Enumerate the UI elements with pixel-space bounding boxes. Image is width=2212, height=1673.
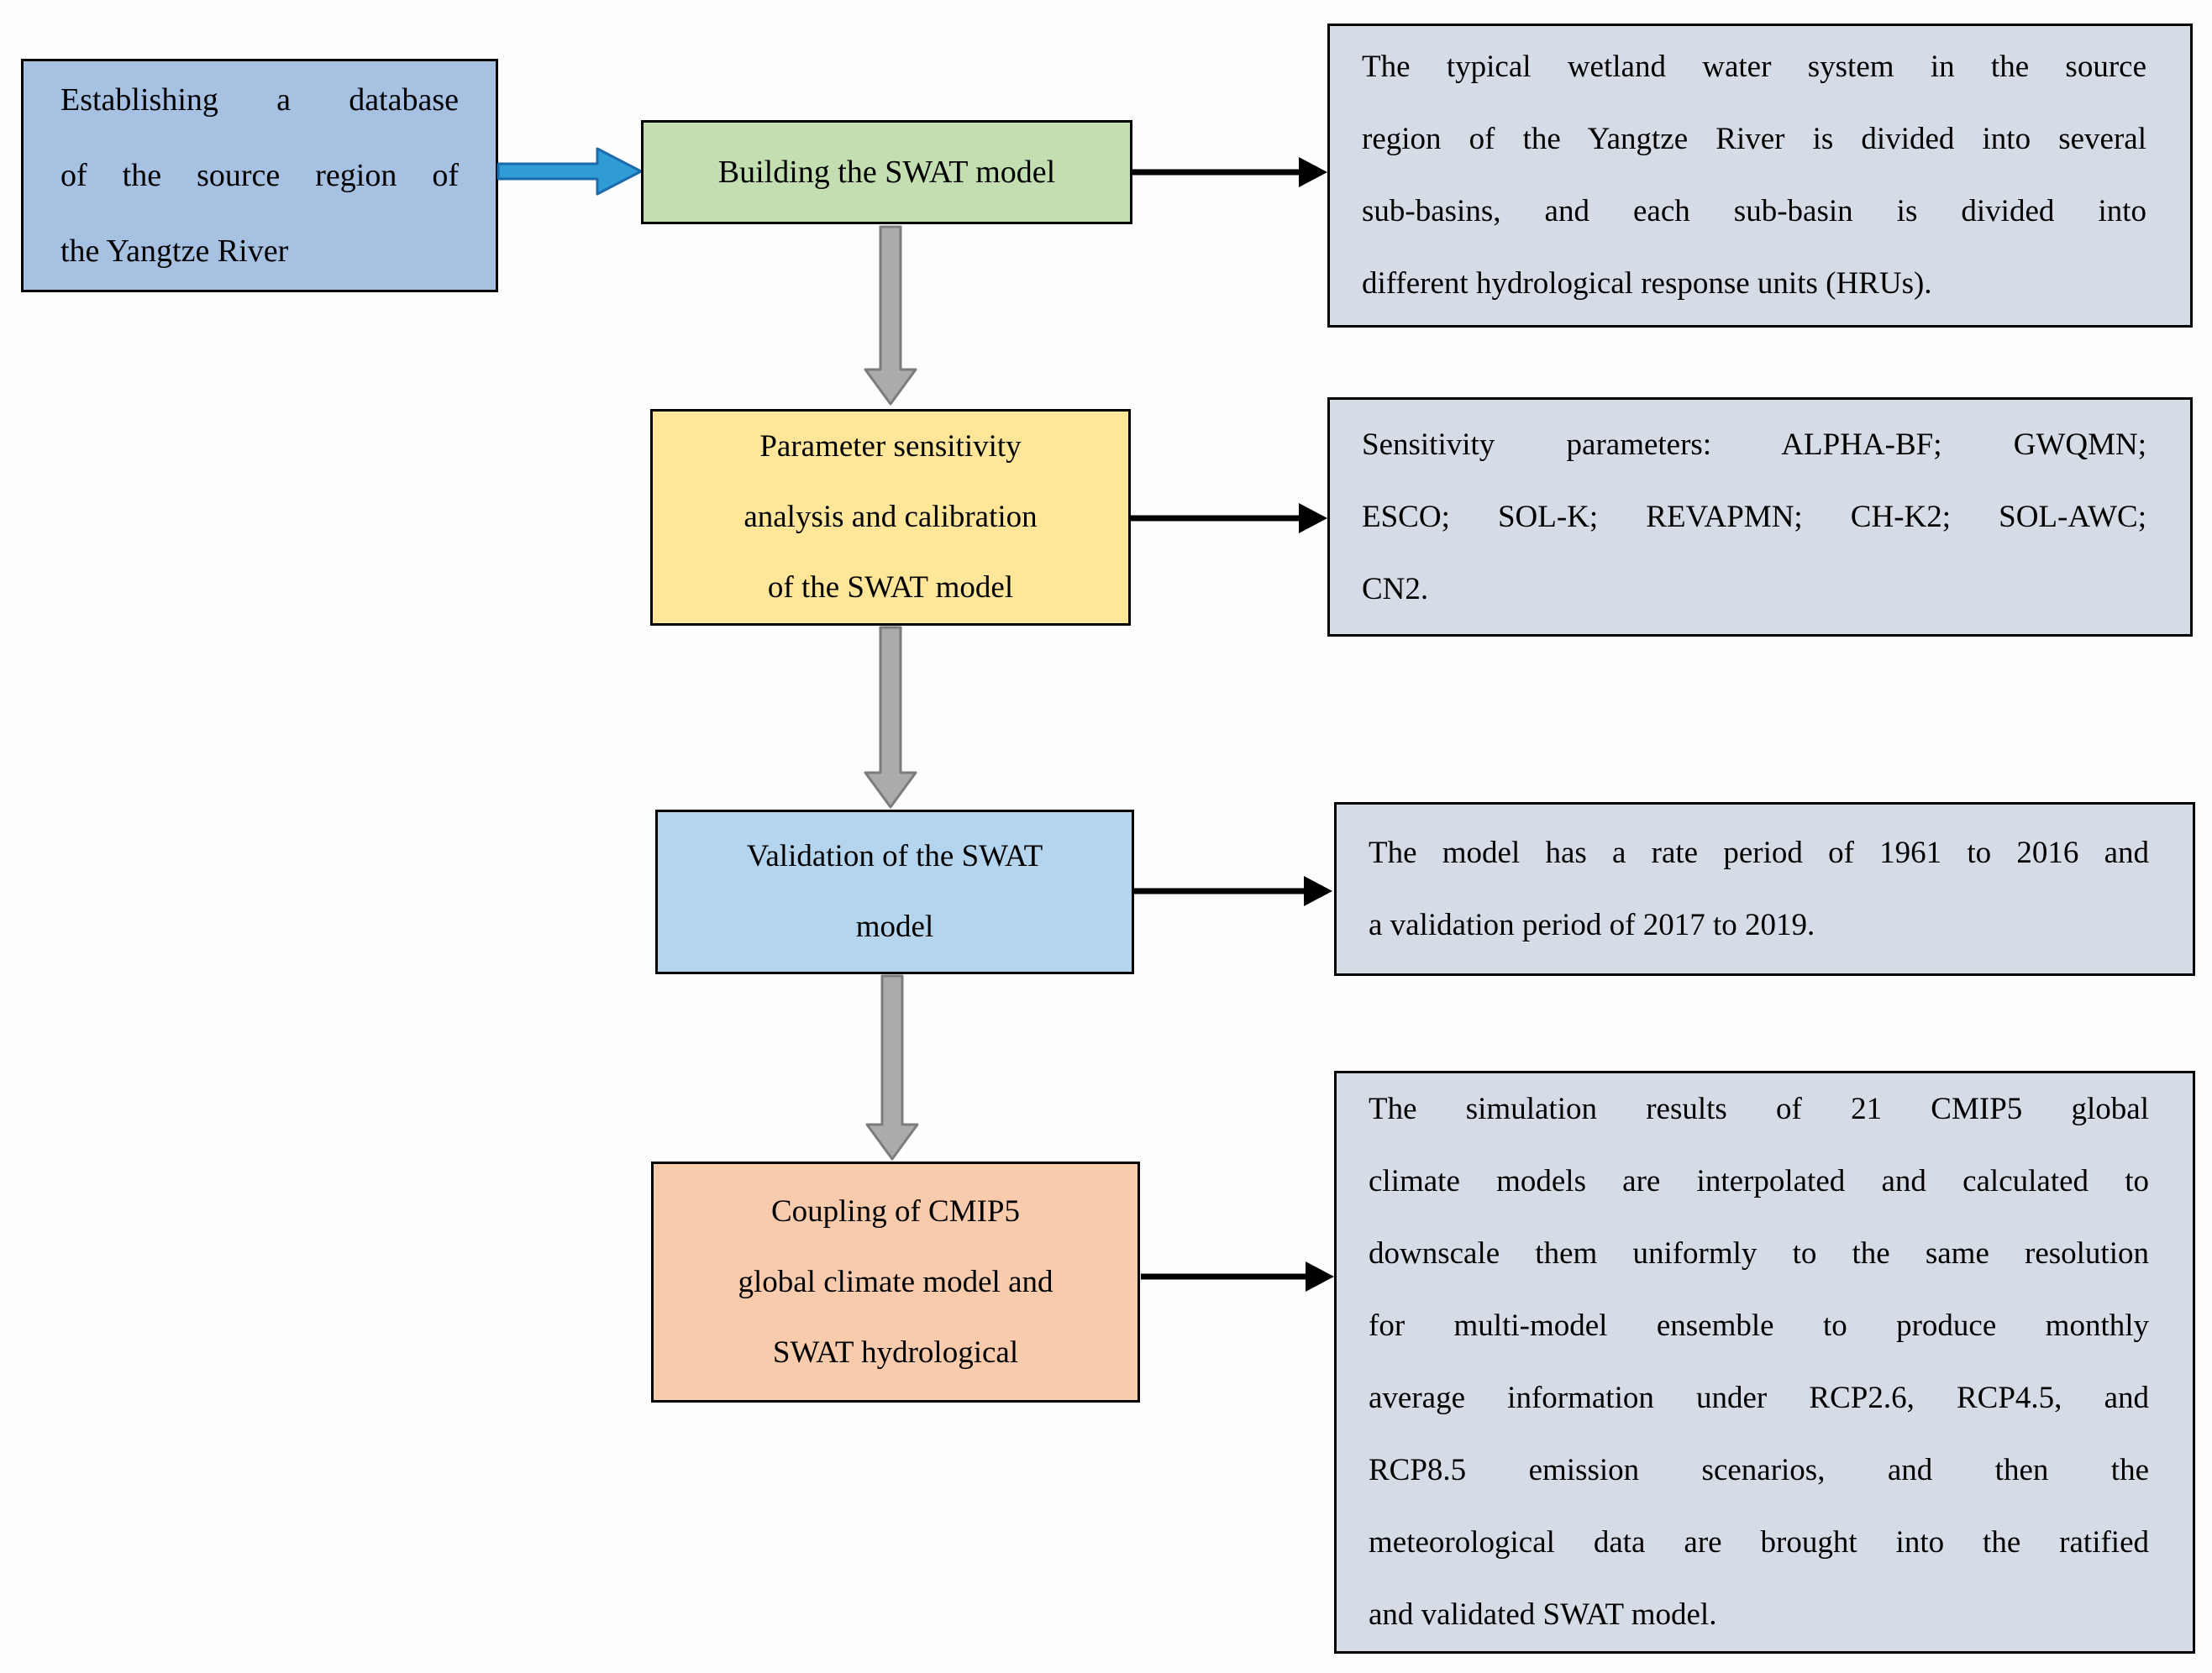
text-line: RCP8.5 emission scenarios, and then the: [1369, 1453, 2149, 1487]
link-arrow-icon: [1134, 874, 1332, 908]
text-line: climate models are interpolated and calculated to: [1369, 1164, 2149, 1198]
text-line: The typical wetland water system in the source: [1362, 50, 2146, 84]
flow-box-build-swat: [641, 120, 1132, 224]
text-line: analysis and calibration: [743, 500, 1038, 534]
detail-box-periods: [1334, 802, 2195, 976]
link-arrow-icon: [1131, 501, 1327, 535]
detail-box-hrus: [1327, 24, 2193, 328]
link-arrow-shaft: [1141, 1274, 1307, 1280]
flow-box-database: [21, 59, 498, 292]
text-line: and validated SWAT model.: [1369, 1597, 1717, 1632]
text-line: The model has a rate period of 1961 to 2016 and: [1369, 835, 2149, 870]
text-line: meteorological data are brought into the ratified: [1369, 1525, 2149, 1560]
text-line: downscale them uniformly to the same resolution: [1369, 1236, 2149, 1271]
text-line: Validation of the SWAT: [746, 839, 1043, 873]
text-line: global climate model and: [738, 1264, 1053, 1299]
text-line: a validation period of 2017 to 2019.: [1369, 907, 1815, 942]
flow-box-parameter-sensitivity: [650, 409, 1131, 626]
flow-box-coupling: [651, 1162, 1140, 1403]
text-line: Coupling of CMIP5: [770, 1193, 1021, 1229]
flow-box-label: Building the SWAT model: [717, 155, 1056, 190]
text-line: Parameter sensitivity: [759, 429, 1022, 464]
text-line: Sensitivity parameters: ALPHA-BF; GWQMN;: [1362, 427, 2146, 462]
step-arrow-down-icon: [864, 225, 917, 406]
link-arrow-head: [1306, 1261, 1334, 1292]
flow-arrow-right-icon: [497, 141, 644, 202]
link-arrow-head: [1299, 503, 1327, 533]
flow-box-validation: [655, 810, 1134, 974]
text-line: for multi-model ensemble to produce monthly: [1369, 1309, 2149, 1343]
step-arrow-down-icon: [864, 626, 917, 810]
text-line: The simulation results of 21 CMIP5 global: [1369, 1092, 2149, 1126]
step-arrow-down-icon: [865, 974, 919, 1162]
flow-arrow-right-shape: [498, 149, 641, 194]
link-arrow-head: [1304, 876, 1332, 906]
text-line: SWAT hydrological: [772, 1335, 1019, 1370]
text-line: of the source region of: [60, 158, 459, 193]
step-arrow-down-shape: [865, 227, 916, 404]
detail-box-sensitivity-parameters: [1327, 397, 2193, 637]
text-line: CN2.: [1362, 571, 1429, 606]
text-line: region of the Yangtze River is divided into several: [1362, 122, 2146, 156]
step-arrow-down-shape: [865, 627, 916, 807]
link-arrow-shaft: [1134, 889, 1306, 894]
text-line: average information under RCP2.6, RCP4.5, and: [1369, 1381, 2149, 1415]
link-arrow-shaft: [1131, 516, 1300, 522]
step-arrow-down-shape: [867, 976, 917, 1159]
text-line: different hydrological response units (HRUs).: [1362, 266, 1932, 301]
text-line: the Yangtze River: [60, 233, 289, 269]
text-line: of the SWAT model: [767, 570, 1014, 605]
text-line: ESCO; SOL-K; REVAPMN; CH-K2; SOL-AWC;: [1362, 499, 2146, 534]
text-line: sub-basins, and each sub-basin is divided into: [1362, 194, 2146, 228]
detail-box-cmip5: [1334, 1071, 2195, 1654]
link-arrow-icon: [1141, 1260, 1334, 1293]
text-line: model: [855, 910, 934, 944]
text-line: Establishing a database: [60, 82, 459, 118]
link-arrow-icon: [1132, 155, 1327, 189]
link-arrow-shaft: [1132, 170, 1300, 176]
link-arrow-head: [1299, 157, 1327, 187]
